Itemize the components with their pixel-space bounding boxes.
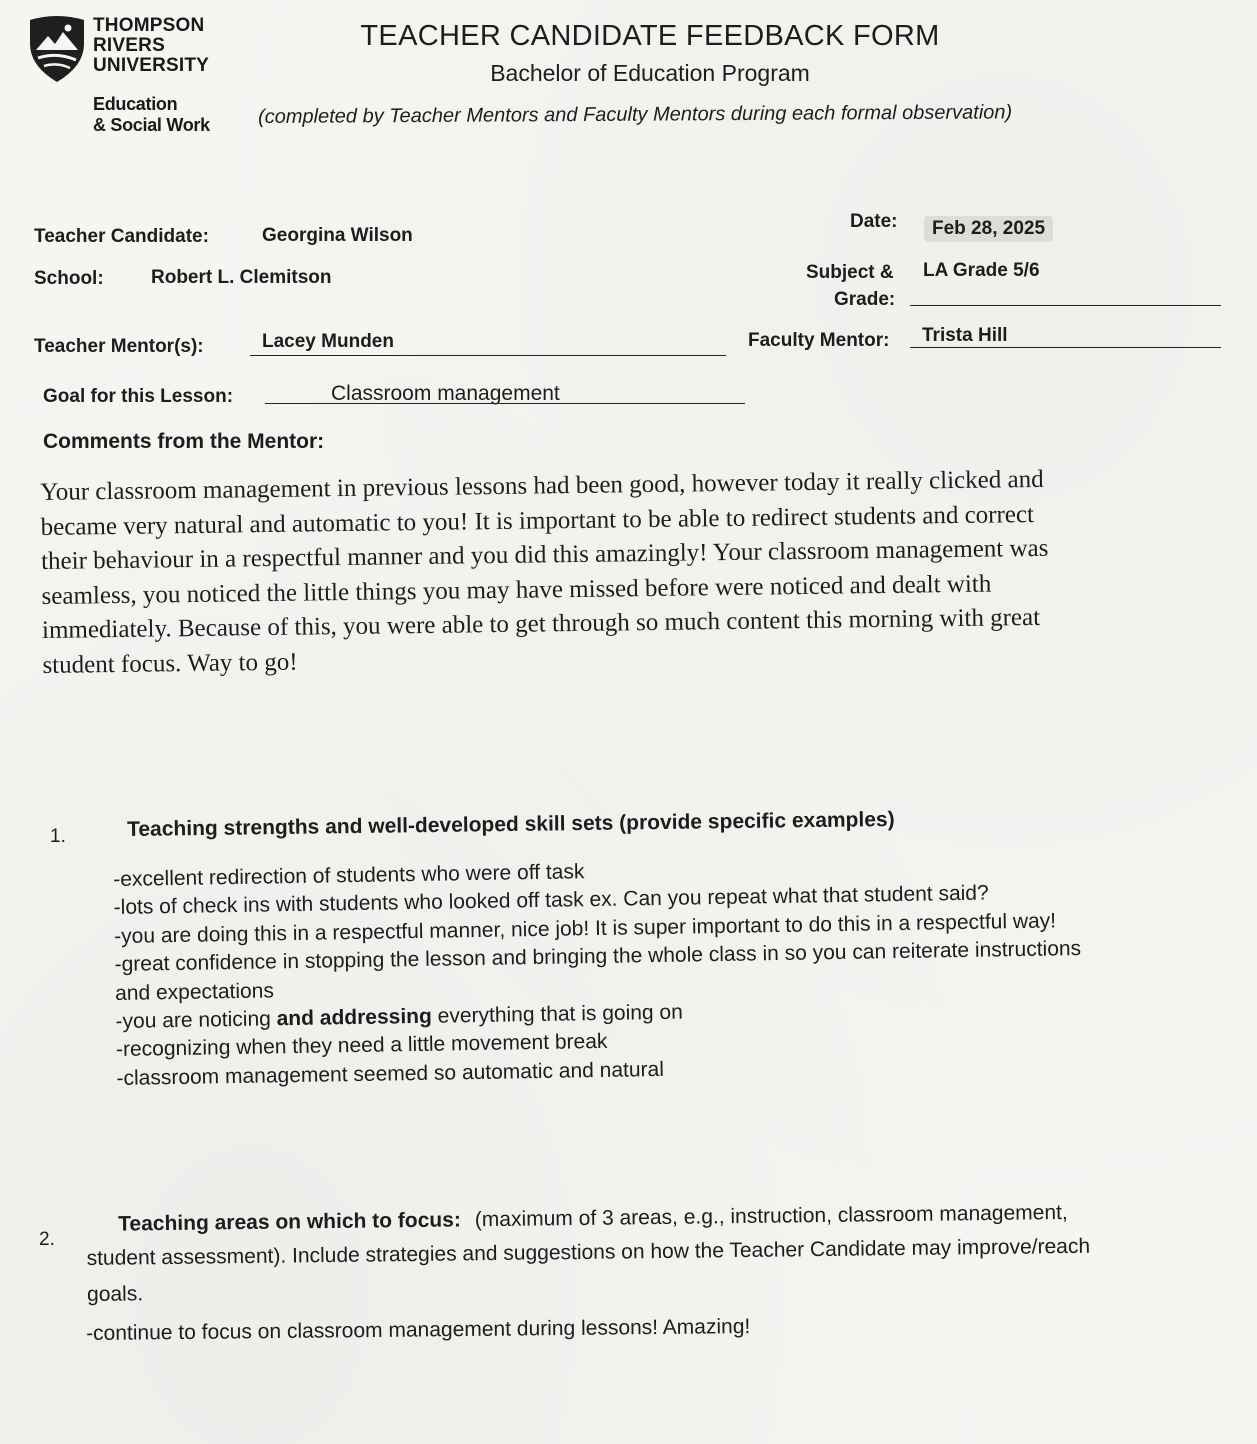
logo-line: UNIVERSITY [93,55,210,76]
candidate-label: Teacher Candidate: [34,226,209,247]
list-item: -excellent redirection of students who were off task [113,860,585,891]
section1-number: 1. [50,826,66,847]
faculty-value: Trista Hill [922,325,1008,346]
section2-desc-line: student assessment). Include strategies and suggestions on how the Teacher Candidate may improve/reach [86,1234,1091,1270]
subject-label-line2: Grade: [834,289,896,310]
mentor-underline [250,355,726,356]
form-title: TEACHER CANDIDATE FEEDBACK FORM [360,20,940,52]
item-text: -you are noticing [115,1007,277,1034]
date-field [924,216,1053,242]
form-note: (completed by Teacher Mentors and Faculty Mentors during each formal observation) [258,101,1013,128]
list-item: and expectations [114,978,275,1005]
comment-line: student focus. Way to go! [42,648,298,679]
mentor-label: Teacher Mentor(s): [34,336,204,357]
form-subtitle: Bachelor of Education Program [490,60,810,86]
logo-line: RIVERS [93,35,165,56]
list-item: -lots of check ins with students who looked off task ex. Can you repeat what that student said? [113,881,989,920]
school-label: School: [34,268,104,289]
focus-item: -continue to focus on classroom management during lessons! Amazing! [86,1315,751,1345]
item-bold-text: and addressing [276,1004,433,1031]
dept-line: Education [93,94,178,114]
section2-title: Teaching areas on which to focus: [118,1208,461,1236]
section2-number: 2. [39,1229,55,1250]
faculty-name [93,94,210,136]
faculty-label: Faculty Mentor: [748,330,890,351]
comment-line: seamless, you noticed the little things you may have missed before were noticed and dealt with [41,570,992,610]
comment-line: immediately. Because of this, you were able to get through so much content this morning with great [41,603,1041,644]
list-item: -classroom management seemed so automatic and natural [116,1057,665,1090]
dept-line: & Social Work [93,115,210,135]
comment-line: their behaviour in a respectful manner and you did this amazingly! Your classroom management was [40,534,1049,575]
section1-title: Teaching strengths and well-developed skill sets (provide specific examples) [127,807,895,841]
date-label: Date: [850,211,898,232]
mentor-comments [40,461,1223,683]
faculty-underline [910,347,1221,348]
goal-label: Goal for this Lesson: [43,386,234,407]
comments-heading: Comments from the Mentor: [43,430,325,453]
subject-label-line1: Subject & [806,262,894,283]
goal-value: Classroom management [331,382,560,405]
school-value: Robert L. Clemitson [151,267,332,288]
strengths-list [113,848,1227,1094]
comment-line: Your classroom management in previous lessons had been good, however today it really clicked and [40,465,1044,506]
tru-mountain-logo-icon [28,14,86,84]
section2-description [86,1193,1247,1315]
list-item: -great confidence in stopping the lesson and bringing the whole class in so you can reiterate instructions [114,937,1082,977]
section2-desc: (maximum of 3 areas, e.g., instruction, classroom management, [474,1201,1068,1232]
date-value: Feb 28, 2025 [932,218,1046,239]
list-item: -recognizing when they need a little movement break [115,1030,608,1062]
item-text: everything that is going on [431,1000,683,1028]
candidate-value: Georgina Wilson [262,225,413,246]
university-name [93,16,209,76]
list-item: -you are doing this in a respectful manner, nice job! It is super important to do this in a respectful way! [113,909,1057,948]
subject-underline [910,305,1221,306]
subject-value: LA Grade 5/6 [923,260,1040,281]
comment-line: became very natural and automatic to you! It is important to be able to redirect students and correct [40,500,1035,541]
section2-desc-line: goals. [86,1282,144,1306]
logo-line: THOMPSON [93,15,205,36]
goal-underline [265,403,745,404]
mentor-value: Lacey Munden [262,331,394,352]
